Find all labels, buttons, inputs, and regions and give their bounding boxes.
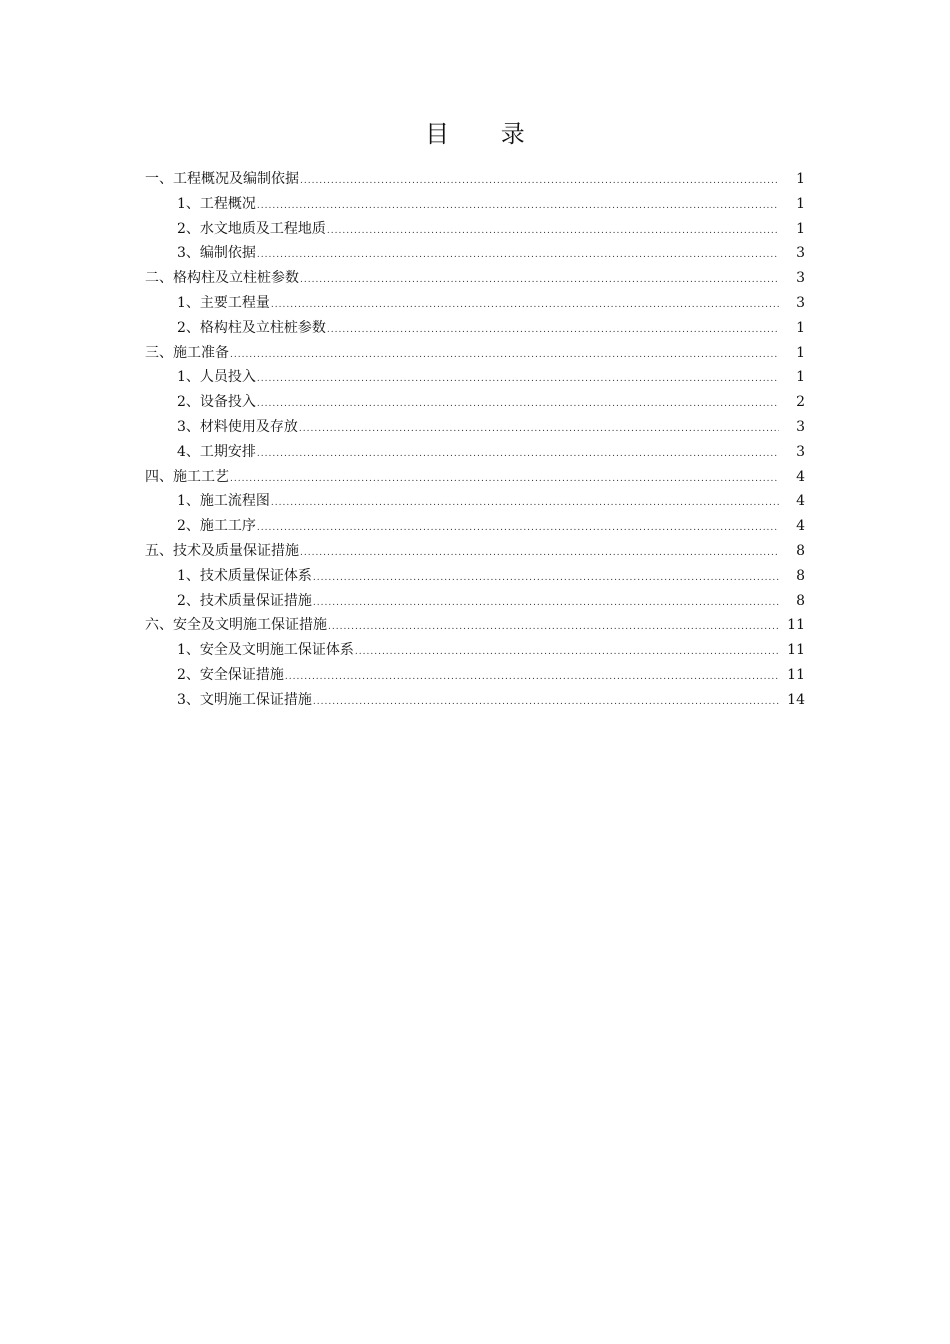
toc-entry-label: 1、安全及文明施工保证体系 [177, 642, 354, 659]
toc-entry-label: 4、工期安排 [177, 443, 256, 460]
toc-entry-label: 1、工程概况 [177, 195, 256, 212]
toc-entry-label: 2、安全保证措施 [177, 666, 284, 683]
toc-entry-label: 2、格构柱及立柱桩参数 [177, 319, 326, 336]
toc-entry-page: 4 [796, 493, 805, 510]
toc-entry-label: 3、材料使用及存放 [177, 418, 298, 435]
toc-entry-page: 3 [796, 294, 805, 311]
toc-entry-page: 11 [787, 666, 805, 683]
toc-entry-page: 3 [796, 418, 805, 435]
toc-dot-leader [299, 417, 779, 442]
toc-entry[interactable] [145, 291, 805, 316]
toc-entry[interactable] [145, 316, 805, 341]
toc-entry-page: 8 [796, 567, 805, 584]
toc-dot-leader [257, 392, 779, 417]
toc-entry-page: 11 [787, 617, 805, 634]
toc-entry[interactable] [145, 638, 805, 663]
toc-entry-label: 1、主要工程量 [177, 294, 270, 311]
toc-entry[interactable] [145, 365, 805, 390]
toc-dot-leader [300, 268, 779, 293]
toc-entry[interactable] [145, 217, 805, 242]
toc-entry-page: 8 [796, 542, 805, 559]
toc-entry-page: 4 [796, 468, 805, 485]
toc-entry-page: 2 [796, 394, 805, 411]
toc-entry-page: 4 [796, 518, 805, 535]
toc-dot-leader [327, 318, 779, 343]
toc-entry-page: 11 [787, 642, 805, 659]
toc-entry-label: 二、格构柱及立柱桩参数 [145, 270, 299, 287]
toc-dot-leader [257, 243, 779, 268]
toc-entry-label: 2、施工工序 [177, 518, 256, 535]
toc-dot-leader [300, 169, 779, 194]
toc-entry-label: 三、施工准备 [145, 344, 229, 361]
toc-entry-page: 3 [796, 443, 805, 460]
toc-entry-label: 一、工程概况及编制依据 [145, 171, 299, 187]
toc-dot-leader [271, 491, 779, 516]
toc-entry[interactable] [145, 514, 805, 539]
toc-entry-label: 四、施工工艺 [145, 468, 229, 485]
toc-entry-label: 1、施工流程图 [177, 493, 270, 510]
toc-dot-leader [300, 541, 779, 566]
toc-dot-leader [230, 343, 779, 368]
toc-entry-label: 3、文明施工保证措施 [177, 691, 312, 708]
toc-title: 目 录 [425, 120, 547, 148]
toc-entry[interactable] [145, 341, 805, 366]
toc-entry-page: 1 [796, 171, 805, 187]
toc-dot-leader [271, 293, 779, 318]
toc-entry[interactable] [145, 390, 805, 415]
toc-dot-leader [355, 640, 779, 665]
toc-dot-leader [328, 615, 779, 640]
toc-entry[interactable] [145, 241, 805, 266]
toc-entry[interactable] [145, 266, 805, 291]
toc-entry-page: 1 [796, 344, 805, 361]
toc-entry[interactable] [145, 440, 805, 465]
toc-entry-page: 1 [796, 319, 805, 336]
toc-entry[interactable] [145, 613, 805, 638]
toc-dot-leader [257, 442, 779, 467]
toc-entry-page: 1 [796, 220, 805, 237]
toc-entry[interactable] [145, 415, 805, 440]
toc-entry-page: 1 [796, 195, 805, 212]
toc-entry[interactable] [145, 564, 805, 589]
toc-entry-page: 3 [796, 270, 805, 287]
toc-entry[interactable] [145, 489, 805, 514]
toc-entry-label: 3、编制依据 [177, 245, 256, 262]
toc-entry[interactable] [145, 589, 805, 614]
toc-dot-leader [230, 467, 779, 492]
toc-entry-page: 3 [796, 245, 805, 262]
toc-dot-leader [257, 194, 779, 219]
toc-dot-leader [313, 566, 779, 591]
toc-dot-leader [313, 690, 779, 715]
toc-dot-leader [257, 516, 779, 541]
toc-dot-leader [327, 219, 779, 244]
toc-entry[interactable] [145, 465, 805, 490]
toc-entry-page: 14 [787, 691, 805, 708]
toc-entry[interactable] [145, 167, 805, 192]
toc-entry-label: 1、人员投入 [177, 369, 256, 386]
toc-entry-page: 8 [796, 592, 805, 609]
toc-entry[interactable] [145, 688, 805, 713]
toc-entry-label: 五、技术及质量保证措施 [145, 542, 299, 559]
toc-entry[interactable] [145, 192, 805, 217]
toc-list [145, 167, 805, 713]
toc-entry-label: 1、技术质量保证体系 [177, 567, 312, 584]
toc-entry[interactable] [145, 663, 805, 688]
toc-dot-leader [257, 367, 779, 392]
toc-entry-label: 六、安全及文明施工保证措施 [145, 617, 327, 634]
toc-dot-leader [285, 665, 779, 690]
toc-entry-label: 2、技术质量保证措施 [177, 592, 312, 609]
toc-entry-label: 2、设备投入 [177, 394, 256, 411]
toc-entry[interactable] [145, 539, 805, 564]
toc-entry-label: 2、水文地质及工程地质 [177, 220, 326, 237]
toc-entry-page: 1 [796, 369, 805, 386]
toc-dot-leader [313, 591, 779, 616]
